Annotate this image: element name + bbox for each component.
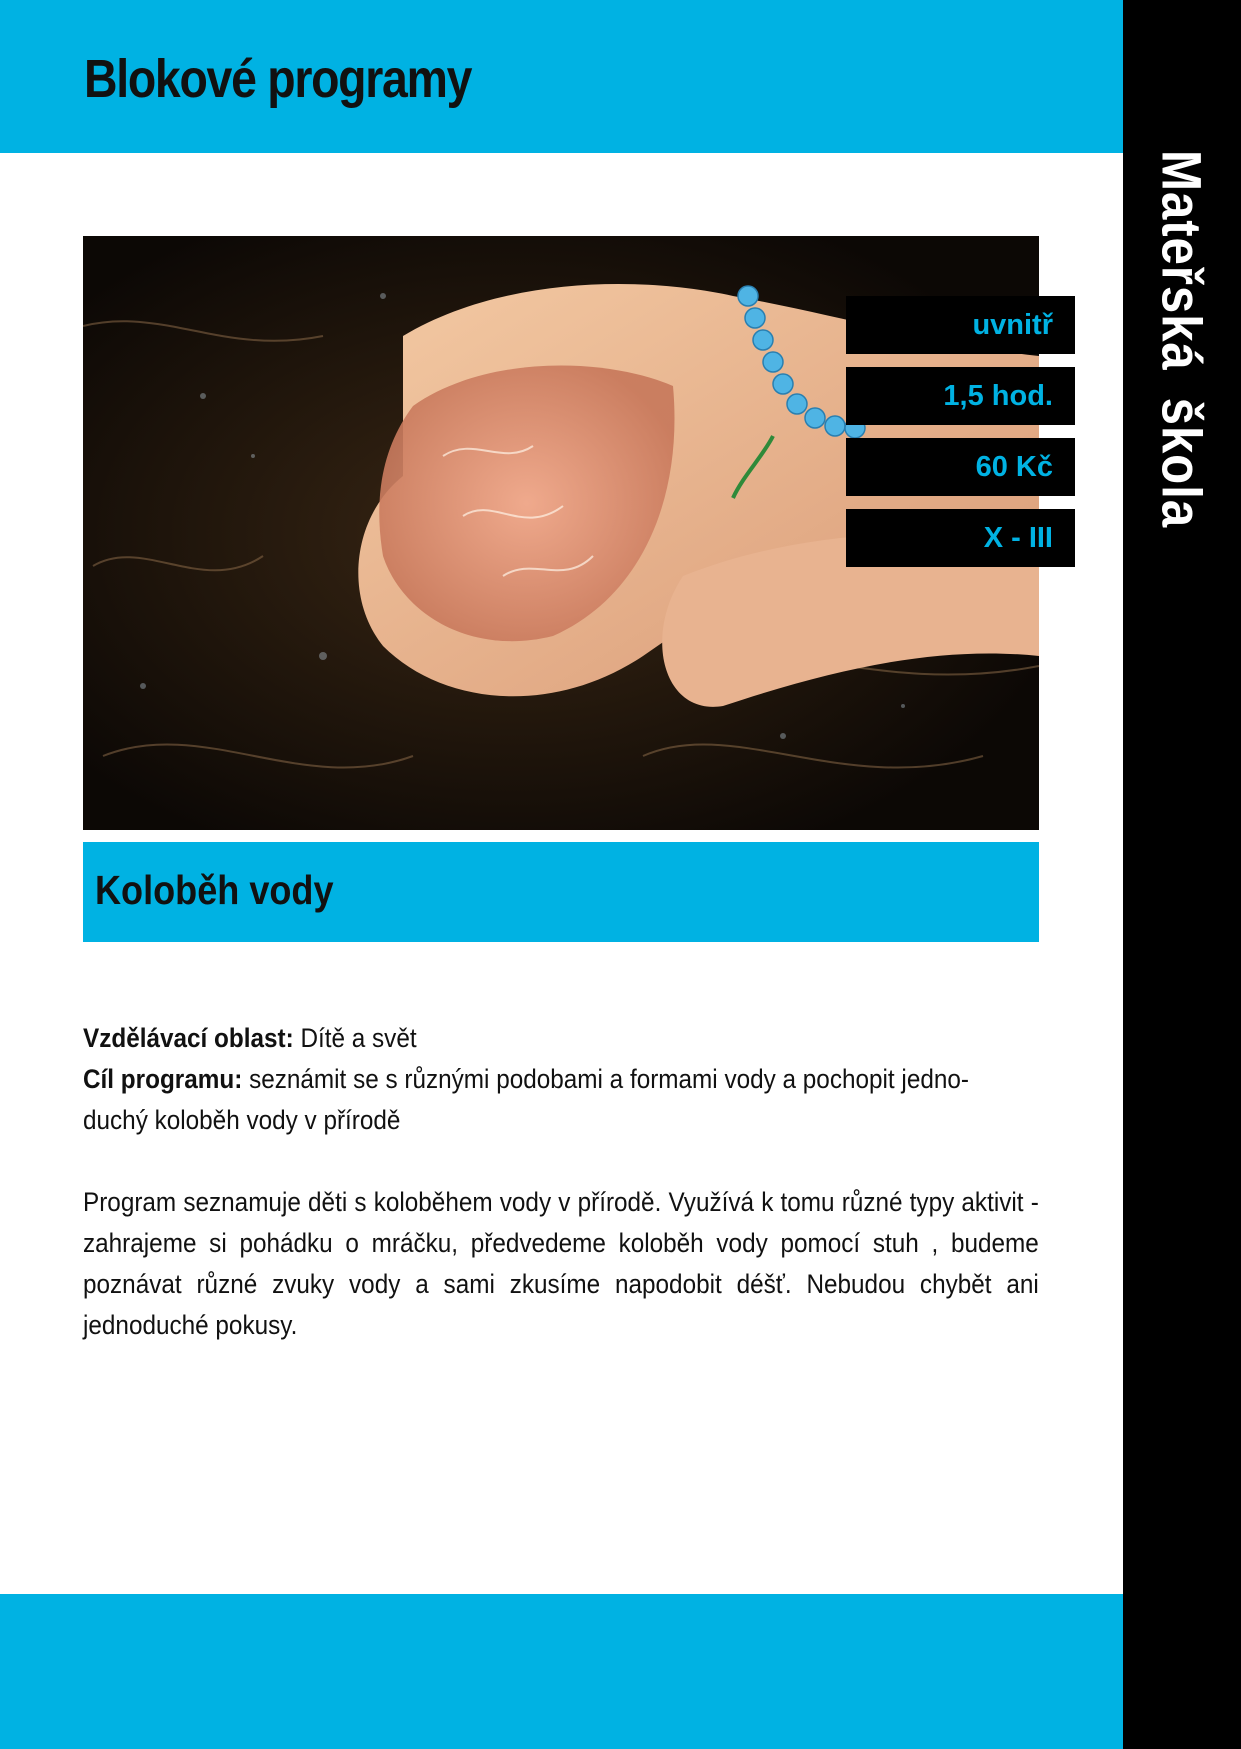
program-tags <box>846 296 1075 580</box>
goal-value-1: seznámit se s různými podobami a formami vody a pochopit jedno- <box>249 1064 969 1094</box>
program-title-band <box>83 842 1039 942</box>
area-line <box>83 1018 943 1059</box>
tag-duration: 1,5 hod. <box>846 367 1075 425</box>
tag-location: uvnitř <box>846 296 1075 354</box>
goal-label: Cíl programu: <box>83 1064 243 1094</box>
program-info <box>83 1018 1039 1346</box>
area-label: Vzdělávací oblast: <box>83 1023 294 1053</box>
footer-band <box>0 1594 1123 1749</box>
goal-line-2 <box>83 1100 943 1141</box>
tag-months: X - III <box>846 509 1075 567</box>
side-label <box>1123 150 1241 550</box>
program-title: Koloběh vody <box>95 867 334 913</box>
goal-value-2: duchý koloběh vody v přírodě <box>83 1105 401 1135</box>
side-label-text: Mateřská škola <box>1150 150 1214 529</box>
goal-line <box>83 1059 969 1100</box>
area-value: Dítě a svět <box>300 1023 417 1053</box>
program-description: Program seznamuje děti s koloběhem vody v přírodě. Využívá k tomu různé typy aktivit - zahrajeme si pohádku o mráčku, předvedeme koloběh vody pomocí stuh , budeme poznávat různé zvuky vody a sami zkusíme napodobit déšť. Nebudou chybět ani jednoduché pokusy. <box>83 1187 1039 1340</box>
page-title: Blokové programy <box>84 49 472 109</box>
tag-price: 60 Kč <box>846 438 1075 496</box>
header-band <box>0 0 1123 153</box>
